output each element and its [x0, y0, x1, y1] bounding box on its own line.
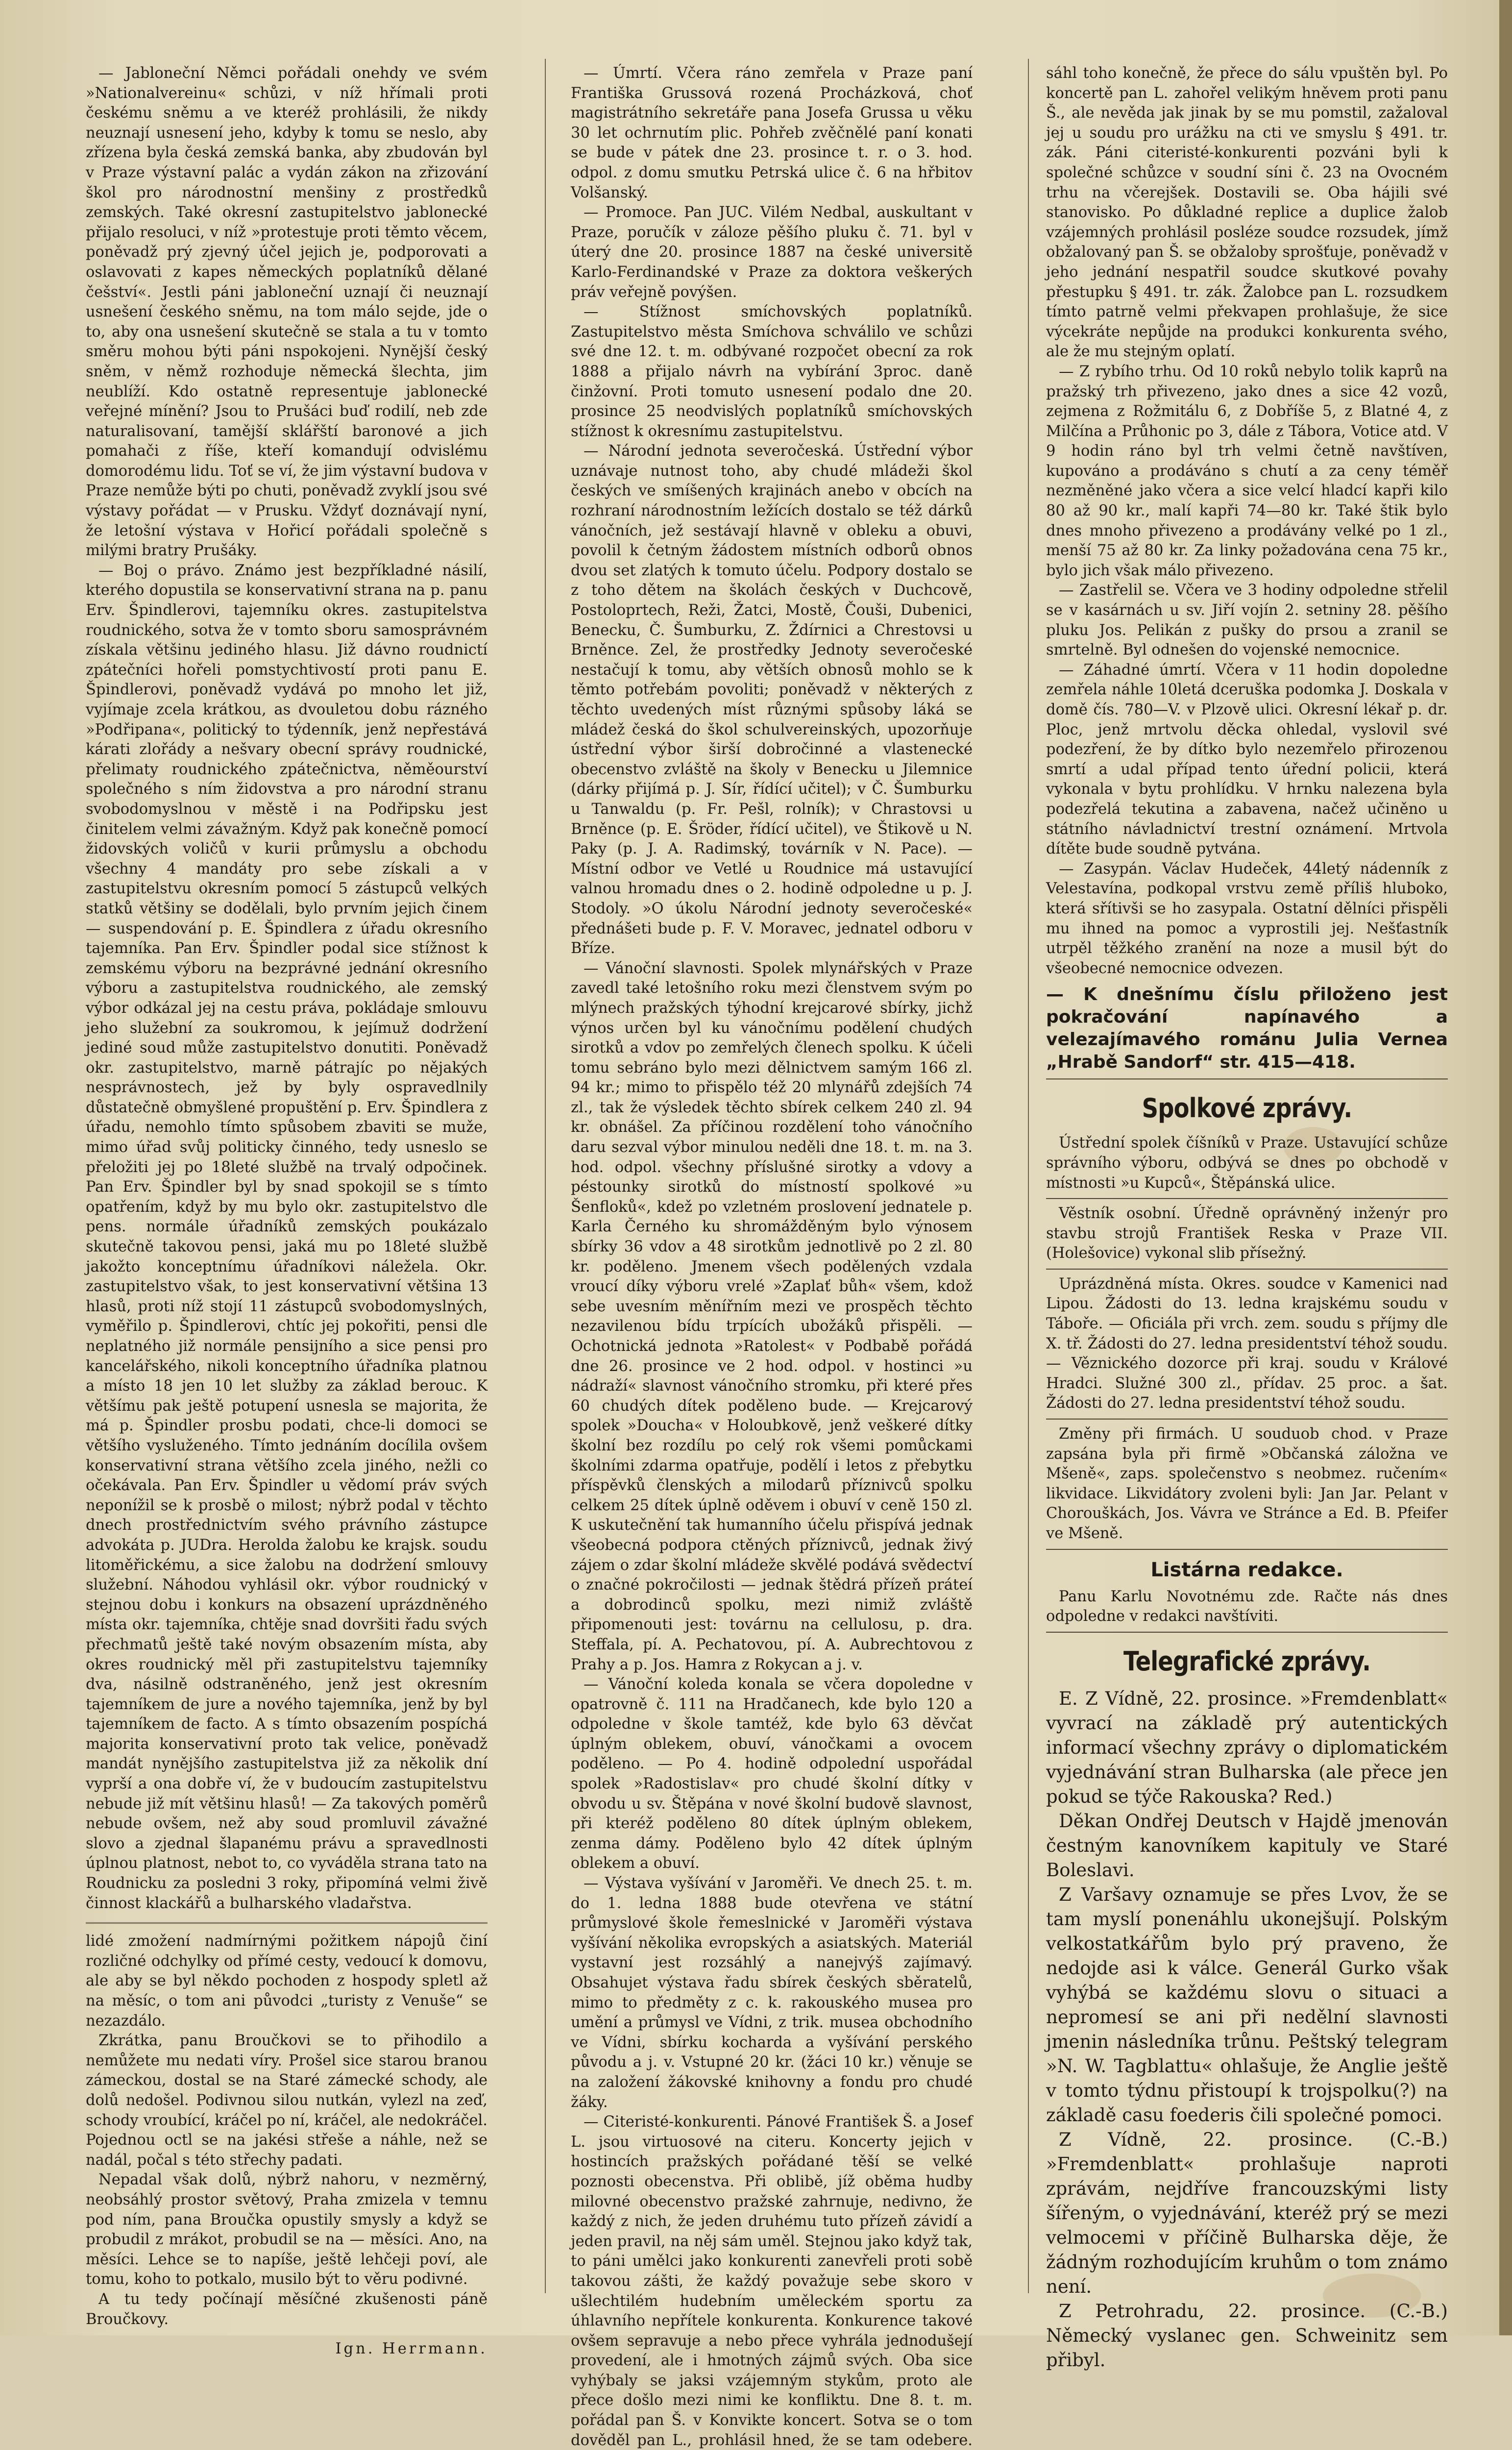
divider	[1046, 1419, 1448, 1420]
telegram-item: E. Z Vídně, 22. prosince. »Fremdenblatt« vyvrací na základě prý autentických informací všechny zprávy o diplomatickém vyjednávání stran Bulharska (ale přece jen pokud se týče Rakouska? Red.)	[1046, 1688, 1448, 1807]
article-citeriste-cont: sáhl toho konečně, že přece do sálu vpuštěn byl. Po koncertě pan L. zahořel velikým hněvem proti panu Š., ale nevěda jak jinak by se mu pomstil, zažaloval jej u soudu pro urážku na cti ve smyslu § 491. tr. zák. Páni citeristé-konkurenti pozváni byli k společné schůzce v soudní síni č. 23 na Ovocném trhu na včerejšek. Dostavili se. Oba hájili své stanovisko. Po důkladné replice a duplice žalob vzájemných prohlásil posléze soudce rozsudek, jímž obžalovaný pan Š. se obžaloby sprošťuje, poněvadž v jeho jednání nespatřil soudce skutkové povahy přestupku § 491. tr. zák. Žalobce pan L. rozsudkem tímto patrně velmi překvapen prohlašuje, že sice výcekráte nepůjde na produkci konkurenta svého, ale že mu stejným oplatí.	[1046, 65, 1448, 361]
page-edge	[1499, 0, 1512, 2335]
spolkove-item: Uprázdněná místa. Okres. soudce v Kamenici nad Lipou. Žádosti do 13. ledna krajskému soudu v Táboře. — Oficiála při vrch. zem. soudu s příjmy dle X. tř. Žádosti do 27. ledna presidentství téhož soudu. — Věznického dozorce při kraj. soudu v Králové Hradci. Služné 300 zl., přídav. 25 proc. a šat. Žádosti do 27. ledna presidentství téhož soudu.	[1046, 1275, 1448, 1412]
article-vanocni-koleda: — Vánoční koleda konala se včera dopoledne v opatrovně č. 111 na Hradčanech, kde bylo 120 a odpoledne v škole tamtéž, kde bylo 63 děvčat úplným oblekem, obuví, vánočkami a ovocem poděleno. — Po 4. hodině odpolední uspořádal spolek »Radostislav« pro chudé školní dítky v obvodu u sv. Štěpána v nové školní budově slavnost, při kteréž poděleno 80 dítek úplným oblekem, zenma dámy. Poděleno bylo 42 dítek úplným oblekem a obuví.	[571, 1676, 973, 1872]
telegram-item: Děkan Ondřej Deutsch v Hajdě jmenován čestným kanovníkem kapituly ve Staré Boleslavi.	[1046, 1810, 1448, 1881]
section-heading-spolkove: Spolkové zprávy.	[1142, 1093, 1352, 1124]
feuilleton-divider	[86, 1922, 488, 1924]
article-narodni-jednota: — Národní jednota severočeská. Ústřední výbor uznávaje nutnost toho, aby chudé mládeži škol českých ve smíšených krajinách anebo v obcích na rozhraní národnostním ležících dostalo se též dárků vánočních, jež sestávají hlavně v obleku a obuvi, povolil k četným žádostem místních odborů obnos dvou set zlatých k tomuto účelu. Podpory dostalo se z toho dětem na školách českých v Duchcově, Postoloprtech, Reži, Žatci, Mostě, Čouši, Dubenici, Benecku, Č. Šumburku, Z. Ždírnici a Chrestovsi u Brněnce. Zel, že prostředky Jednoty severočeské nestačují k tomu, aby větších obnosů mohlo se k těmto potřebám povoliti; poněvadž v některých z těchto uvedených míst různými spůsoby láká se mládež česká do škol schulvereinských, upozorňuje ústřední výbor širší dobročinné a vlastenecké obecenstvo zvláště na školy v Benecku u Jilemnice (dárky přijímá p. J. Sír, řídící učitel); v Č. Šumburku u Tanwaldu (p. Fr. Pešl, rolník); v Chrastovsi u Brněnce (p. E. Šröder, řídící učitel), ve Štikově u N. Paky (p. J. A. Radimský, továrník v N. Pace). — Místní odbor ve Vetlé u Roudnice má ustavující valnou hromadu dnes o 2. hodině odpoledne u p. J. Stodoly. »O úkolu Národní jednoty severočeské« přednášeti bude p. F. V. Moravec, jednatel odboru v Bříze.	[571, 442, 973, 957]
column-3	[1046, 64, 1448, 2373]
feuilleton-paragraph: Zkrátka, panu Broučkovi se to přihodilo a nemůžete mu nedati víry. Prošel sice starou branou zámeckou, dostal se na Staré zámecké schody, ale dolů nedošel. Podivnou silou nutkán, vylezl na zeď, schody vroubící, kráčel po ní, kráčel, ale nedokráčel. Pojednou octl se na jakési střeše a náhle, než se nadál, počal s této střechy padati.	[86, 2032, 488, 2169]
feuilleton-signature: Ign. Herrmann.	[335, 2340, 488, 2358]
listarna-item: Panu Karlu Novotnému zde. Račte nás dnes odpoledne v redakci navštíviti.	[1046, 1588, 1448, 1625]
article-rybi-trh: — Z rybího trhu. Od 10 roků nebylo tolik kaprů na pražský trh přivezeno, jako dnes a sice 42 vozů, zejmena z Rožmitálu 6, z Dobříše 5, z Blatné 4, z Milčína a Průhonic po 3, dále z Tábora, Votice atd. V 9 hodin ráno byl trh velmi četně navštíven, kupováno a prodáváno s chutí a za ceny téměř nezměněné jako včera a sice velcí hladcí kapři kilo 80 až 90 kr., malí kapři 74—80 kr. Také štik bylo dnes mnoho přivezeno a prodávány velké po 1 zl., menší 75 až 80 kr. Za linky požadována cena 75 kr., bylo jich však málo přivezeno.	[1046, 363, 1448, 579]
feuilleton-paragraph: Nepadal však dolů, nýbrž nahoru, v nezměrný, neobsáhlý prostor světový, Praha zmizela v temnu pod ním, pana Broučka opustily smysly a když se probudil z mrákot, probudil se na — měsíci. Ano, na měsíci. Lehce se to napíše, ještě lehčeji poví, ale tomu, koho to potkalo, musilo být to věru podivné.	[86, 2171, 488, 2288]
article-zahadne-umrti: — Záhadné úmrtí. Včera v 11 hodin dopoledne zemřela náhle 10letá dceruška podomka J. Doskala v domě čís. 780—V. v Plzově ulici. Okresní lékař p. dr. Ploc, jenž mrtvolu děcka ohledal, vyslovil své podezření, že by dítko bylo nezemřelo přirozenou smrtí a udal případ tento úřední policii, která vykonala v bytu prohlídku. V hrnku nalezena byla podezřelá tekutina a zabavena, načež učiněno u státního návladnictví trestní oznámení. Mrtvola dítěte bude soudně pytvána.	[1046, 661, 1448, 858]
spolkove-item: Věstník osobní. Úředně oprávněný inženýr pro stavbu strojů František Reska v Praze VII. (Holešovice) vykonal slib přísežný.	[1046, 1205, 1448, 1262]
article-stiznost: — Stížnost smíchovských poplatníků. Zastupitelstvo města Smíchova schválilo ve schůzi své dne 12. t. m. odbývané rozpočet obecní za rok 1888 a přijalo návrh na vybírání 3proc. daně činžovní. Proti tomuto usnesení podalo dne 20. prosince 25 neodvislých poplatníků smíchovských stížnost k okresnímu zastupitelstvu.	[571, 303, 973, 440]
spolkove-item: Změny při firmách. U souduob chod. v Praze zapsána byla při firmě »Občanská záložna ve Mšeně«, zaps. společenstvo s neobmez. ručením« likvidace. Likvidátory zvoleni byli: Jan Jar. Pelant v Chorouškách, Jos. Vávra ve Stránce a Ed. B. Pfeifer ve Mšeně.	[1046, 1425, 1448, 1542]
article-zastrelil: — Zastřelil se. Včera ve 3 hodiny odpoledne střelil se v kasárnách u sv. Jiří vojín 2. setniny 28. pěšího pluku Jos. Pelikán z pušky do prsou a zranil se smrtelně. Byl odnešen do vojenské nemocnice.	[1046, 582, 1448, 659]
column-rule	[1028, 59, 1029, 2293]
spolkove-item: Ústřední spolek číšníků v Praze. Ustavující schůze správního výboru, odbývá se dnes po obchodě v místnosti »u Kupců«, Štěpánská ulice.	[1046, 1134, 1448, 1192]
telegram-item: Z Vídně, 22. prosince. (C.-B.) »Fremdenblatt« prohlašuje naproti zprávám, nejdříve francouzskými listy šířeným, o vyjednávání, kteréž prý se mezi velmocemi v příčině Bulharska děje, že žádným rozhodujícím kruhům o tom známo není.	[1046, 2129, 1448, 2297]
article-vanocni-slavnosti: — Vánoční slavnosti. Spolek mlynářských v Praze zavedl také letošního roku mezi členstvem svým po mlýnech pražských týhodní krejcarové sbírky, jichž výnos určen byl ku vánočnímu podělení chudých sirotků a vdov po zemřelých členech spolku. K účeli tomu sebráno bylo mezi dělnictvem samým 166 zl. 94 kr.; mimo to přispělo též 20 mlynářů zdejších 74 zl., tak že výsledek těchto sbírek celkem 240 zl. 94 kr. obnášel. Za příčinou rozdělení toho vánočního daru sezval výbor minulou neděli dne 18. t. m. na 3. hod. odpol. všechny příslušné sirotky a vdovy a péstounky sirotků do místností spolkové »u Šenfloků«, kdež po vzletném proslovení jednatele p. Karla Černého ku shromážděným bylo výnosem sbírky 36 vdov a 48 sirotkům jednotlivě po 2 zl. 80 kr. poděleno. Jmenem všech podělených vzdala vroucí díky výboru vrelé »Zaplať bůh« všem, kdož sebe uvesním měnířním mezi ve prospěch těchto nezavilenou bídu trpících ubožáků přispěli. — Ochotnická jednota »Ratolest« v Podbabě pořádá dne 26. prosince ve 2 hod. odpol. v hostinci »u nádraží« slavnost vánočního stromku, při které přes 60 chudých dítek poděleno bude. — Krejcarový spolek »Doucha« v Holoubkově, jenž veškeré dítky školní bez rozdílu po celý rok všemi pomůckami školními zdarma opatřuje, podělí i letos z přebytku příspěvků členských a milodarů příznivců spolku celkem 25 dítek úplně oděvem i obuví v ceně 150 zl. K uskutečnění tak humanního účelu přispívá jednak všeobecná podpora ctěných příznivců, jednak živý zájem o zdar školní mládeže skvělé podává svědectví o značné pokročilosti — jednak štědrá přízeň práteí a dobrodinců spolku, mezi nimiž zvláště připomenouti jest: továrnu na cellulosu, p. dra. Steffala, pí. A. Pechatovou, pí. A. Aubrechtovou z Prahy a p. Jos. Hamra z Rokycan a j. v.	[571, 959, 973, 1673]
article-zasypan: — Zasypán. Václav Hudeček, 44letý nádenník z Velestavína, podkopal vrstvu země příliš hluboko, která sřítivši se ho zasypala. Ostatní dělníci přispěli mu ihned na pomoc a vyprostili jej. Nešťastník utrpěl těžkého zranění na noze a musil být do všeobecné nemocnice odvezen.	[1046, 860, 1448, 977]
divider	[1046, 1632, 1448, 1633]
section-heading-listarna: Listárna redakce.	[1150, 1558, 1343, 1581]
article-boj-o-pravo: — Boj o právo. Známo jest bezpříkladné násilí, kterého dopustila se konservativní strana na p. panu Erv. Špindlerovi, tajemníku okres. zastupitelstva roudnického, sotva že v tomto sboru samosprávném získala většinu jediného hlasu. Již dávno roudnictí zpátečníci hořeli pomstychtivostí proti panu E. Špindlerovi, poněvadž vydává po mnoho let již, vyjímaje zcela krátkou, as dvouletou dobu rázného »Podřipana«, politický to týdenník, jenž nepřestává kárati zlořády a nešvary obecní správy roudnické, přelimaty roudnického zpátečnictva, něměourství společného s ním židovstva a pro národní stranu svobodomyslnou v městě i na Podřipsku jest činitelem velmi závažným. Když pak konečně pomocí židovských voličů v kurii průmyslu a obchodu všechny 4 mandáty pro sebe získali a v zastupitelstvu okresním pomocí 5 zástupců velkých statků většiny se dodělali, bylo prvním jejich činem — suspendování p. E. Špindlera z úřadu okresního tajemníka. Pan Erv. Špindler podal sice stížnost k zemskému výboru na bezprávné jednání okresního výboru a zastupitelstva roudnického, ale zemský výbor odkázal jej na cestu práva, pokládaje smlouvu jeho služební za soukromou, k jejímuž dodržení jediné soud může zastupitelstvo donutiti. Poněvadž okr. zastupitelstvo, marně pátrajíc po nějakých nesprávnostech, jež by byly ospravedlnily důstatečně obmyšlené propuštění p. Erv. Špindlera z úřadu, nemohlo tímto spůsobem zbaviti se muže, mimo úřad svůj politicky činného, tedy usneslo se přeložiti jej po 18leté službě na trvalý odpočinek. Pan Erv. Špindler byl by snad spokojil se s tímto opatřením, když by mu bylo okr. zastupitelstvo dle pens. normále úřadníků zemských poukázalo skutečně takovou pensi, jaká mu po 18leté službě jakožto konceptnímu úřadníkovi náležela. Okr. zastupitelstvo však, to jest konservativní většina 13 hlasů, proti níž stojí 11 zástupců svobodomyslných, vyměřilo p. Špindlerovi, chtíc jej pokořiti, pensi dle neplatného již normále pensijního a sice pensi pro kancelářského, nikoli konceptního úřadníka platnou a místo 18 jen 10 let služby za základ berouc. K většímu pak ještě potupení usnesla se majorita, že má p. Špindler prosbu podati, chce-li domoci se většího vysluženého. Tímto jednáním docílila ovšem konservativní strana většího zcela jiného, nežli co očekávala. Pan Erv. Špindler u vědomí práv svých neponížil se k prosbě o milost; nýbrž podal v těchto dnech prostřednictvím svého právního zástupce advokáta p. JUDra. Herolda žalobu ke krajsk. soudu litoměřickému, a sice žalobu na dodržení smlouvy služební. Náhodou vyhlásil okr. výbor roudnický v stejnou dobu i konkurs na obsazení uprázdněného místa okr. tajemníka, chtěje snad dovršiti řadu svých přechmatů ještě také novým obsazením místa, aby okres roudnický měl při zastupitelstvu tajemníky dva, násilně odstraněného, jenž jest okresním tajemníkem de jure a nového tajemníka, jenž by byl tajemníkem de facto. A s tímto obsazením pospíchá majorita konservativní proto tak velice, poněvadž mandát nynějšího zastupitelstva již za několik dní vyprší a ona dobře ví, že v budoucím zastupitelstvu nebude již mít většinu hlasů! — Za takových poměrů nebude ovšem, než aby soud promluvil závažné slovo a zjednal šlapanému právu a spravedlnosti úplnou platnost, nebot to, co vyváděla strana tato na Roudnicku za posledni 3 roky, připomíná velmi živě činnost klackářů a bulharského vladařstva.	[86, 562, 488, 1912]
article-promoce: — Promoce. Pan JUC. Vilém Nedbal, auskultant v Praze, poručík v záloze pěšího pluku č. 71. byl v úterý dne 20. prosince 1887 na české universitě Karlo-Ferdinandské v Praze za doktora veškerých práv veřejně povýšen.	[571, 204, 973, 301]
divider	[1046, 1549, 1448, 1550]
column-2	[571, 64, 973, 2450]
divider	[1046, 1269, 1448, 1270]
divider	[1046, 1198, 1448, 1199]
supplement-notice: — K dnešnímu číslu přiloženo jest pokračování napínavého a velezajímavého románu Julia Vernea „Hrabě Sandorf“ str. 415—418.	[1046, 984, 1448, 1073]
article-jablonec: — Jabloneční Němci pořádali onehdy ve svém »Nationalvereinu« schůzi, v níž hřímali proti českému sněmu a ve kteréž prohlásili, že nikdy neuznají usnesení jeho, kdyby k tomu se neslo, aby zřízena byla česká zemská banka, aby zbudován byl v Praze výstavní palác a vydán zákon na zřizování škol pro národnostní menšiny z prostředků zemských. Také okresní zastupitelstvo jablonecké přijalo resoluci, v níž »protestuje proti těmto věcem, poněvadž prý zjevný účel jejich je, podporovati a oslavovati z kapes německých poplatníků dělané češství«. Jestli páni jabloneční uznají či neuznají usnešení českého sněmu, na tom málo sejde, jde o to, aby ona usnešení skutečně se stala a tu v tomto směru mohou býti páni nspokojeni. Nynější český sněm, v němž rozhoduje německá šlechta, jim neublíží. Kdo ostatně representuje jablonecké veřejné mínění? Jsou to Prušáci buď rodilí, neb zde naturalisovaní, tamější sklářští baronové a jich pomahači z říše, kteří komandují odvislému domorodému lidu. Toť se ví, že jim výstavní budova v Praze nemůže býti po chuti, poněvadž zvyklí jsou své výstavy pořádat — v Prusku. Vždyť doznávají nyní, že letošní výstava v Hořicí pořádali společně s milými bratry Prušáky.	[86, 65, 488, 560]
column-rule	[545, 59, 546, 2293]
column-1	[86, 64, 488, 2359]
feuilleton-paragraph: A tu tedy počínají měsíčné zkušenosti páně Broučkovy.	[86, 2290, 488, 2328]
article-citeriste: — Citeristé-konkurenti. Pánové František Š. a Josef L. jsou virtuosové na citeru. Koncerty jejich v hostincích pražských pořádané těší se velké poznosti obecenstva. Při oblibě, jíž oběma hudby milovné obecenstvo pražské zahrnuje, nedivno, že každý z nich, že jeden druhému tuto přízeň závidí a jeden pravil, na něj sám uměl. Stejnou jako když tak, to páni umělci jako konkurenti zanevřeli proti sobě takovou zášti, že každý považuje sebe skoro v ušlechtilém hudebním uměleckém sportu za úhlavního nepřítele konkurenta. Konkurence takové ovšem sepravuje a nebo přece vyhrála jednodušejí provedení, ale i hmotných zájmů svých. Oba sice vyhýbaly se jaksi vzájemným stykům, proto ale přece došlo mezi nimi ke konfliktu. Dne 8. t. m. pořádal pan Š. v Konvikte koncert. Sotva se o tom dověděl pan L., prohlásil hned, že se tam odebere.	[571, 2113, 973, 2449]
article-umrti: — Úmrtí. Včera ráno zemřela v Praze paní Františka Grussová rozená Procházková, choť magistrátního sekretáře pana Josefa Grussa u věku 30 let ochrnutím plic. Pohřeb zvěčnělé paní konati se bude v pátek dne 23. prosince t. r. o 3. hod. odpol. z domu smutku Petrská ulice č. 6 na hřbitov Volšanský.	[571, 65, 973, 201]
feuilleton-paragraph: lidé zmožení nadmírnými požitkem nápojů činí rozličné odchylky od přímé cesty, vedoucí k domovu, ale aby se byl někdo pochoden z hospody spletl až na měsíc, o tom ani původci „turisty z Venuše“ se nezazdálo.	[86, 1933, 488, 2030]
telegram-item: Z Petrohradu, 22. prosince. (C.-B.) Německý vyslanec gen. Schweinitz sem přibyl.	[1046, 2300, 1448, 2371]
telegram-item: Z Varšavy oznamuje se přes Lvov, že se tam myslí ponenáhlu ukonejšují. Polským velkostatkářům bylo prý praveno, že nedojde asi k válce. Generál Gurko však vyhýbá se každému slovu o situaci a nepromesí se ani při nedělní slavnosti jmenin následníka trůnu. Peštský telegram »N. W. Tagblattu« ohlašuje, že Anglie ještě v tomto týdnu přistoupí k trojspolku(?) na základě casu foederis čili společné pomoci.	[1046, 1884, 1448, 2126]
telegrams	[1046, 1687, 1448, 2373]
divider	[1046, 1078, 1448, 1079]
section-heading-telegraficke: Telegrafické zprávy.	[1123, 1645, 1371, 1677]
article-vystava: — Výstava vyšívání v Jaroměři. Ve dnech 25. t. m. do 1. ledna 1888 bude otevřena ve státní průmyslové škole řemeslnické v Jaroměři výstava vyšívání několika evropských a asiatských. Materiál vystavní jest rozsáhlý a nanejvýš zajímavý. Obsahujet výstava řadu sbírek českých sběratelů, mimo to předměty z c. k. rakouského musea pro umění a průmysl ve Vídni, z trik. musea obchodního ve Vídni, sbírku kocharda a vyšívání perského původu a j. v. Vstupné 20 kr. (žáci 10 kr.) věnuje se na založení žákovské knihovny a fondu pro chudé žáky.	[571, 1875, 973, 2111]
